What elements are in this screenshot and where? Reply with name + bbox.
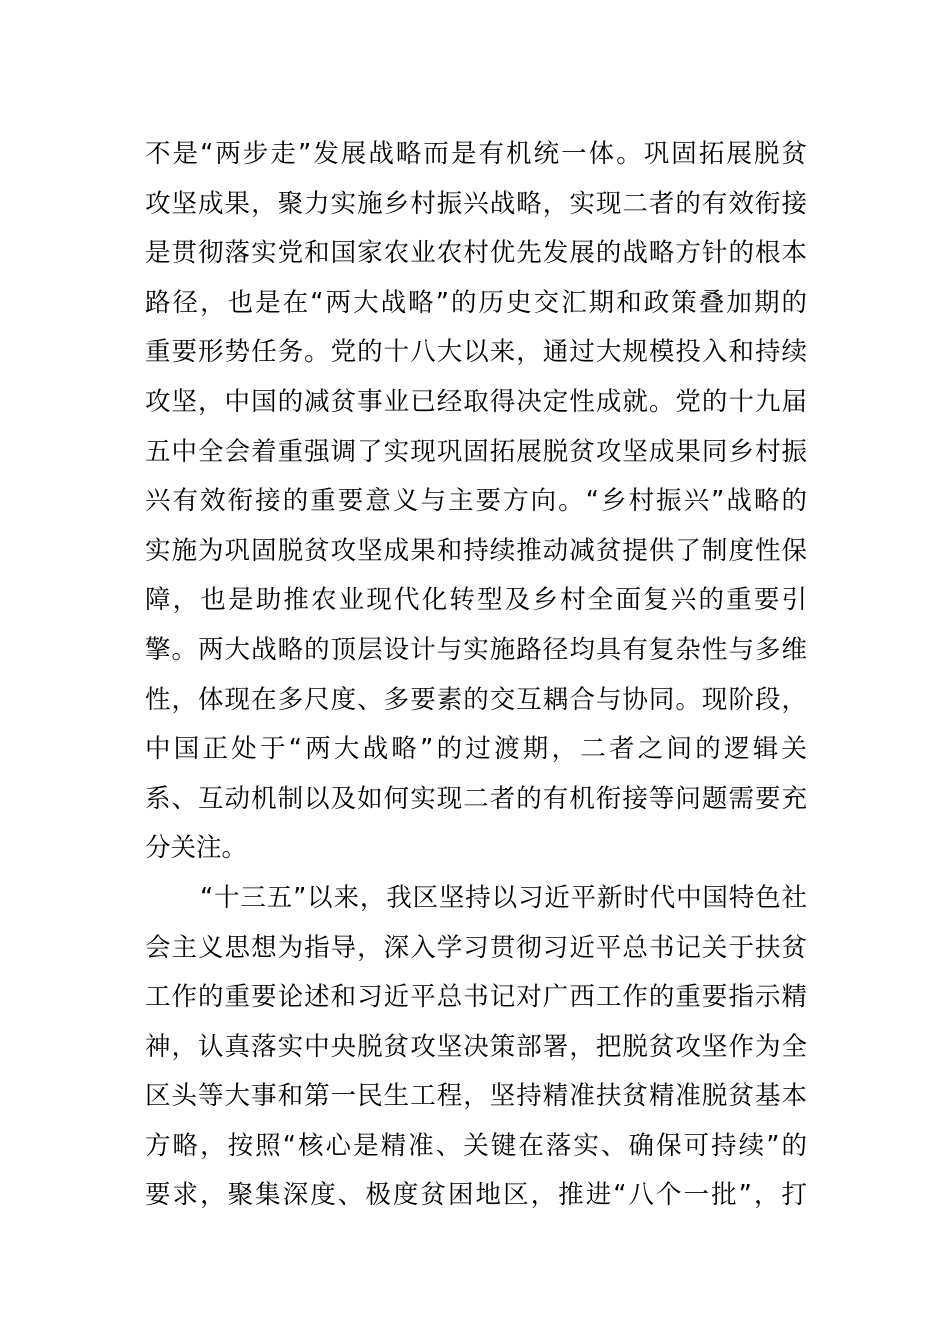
text-line: 不是“两步走”发展战略而是有机统一体。巩固拓展脱贫	[145, 139, 807, 169]
text-line: 兴有效衔接的重要意义与主要方向。“乡村振兴”战略的	[145, 486, 807, 517]
text-line: 系、互动机制以及如何实现二者的有机衔接等问题需要充	[145, 783, 807, 814]
text-line: 实施为巩固脱贫攻坚成果和持续推动减贫提供了制度性保	[145, 535, 807, 566]
document-page	[145, 130, 807, 1221]
text-line: 障，也是助推农业现代化转型及乡村全面复兴的重要引	[145, 585, 807, 616]
text-line: 要求，聚集深度、极度贫困地区，推进“八个一批”，打	[145, 1180, 807, 1211]
paragraph-2	[145, 874, 807, 1221]
text-line: 重要形势任务。党的十八大以来，通过大规模投入和持续	[145, 337, 807, 368]
text-line: “十三五”以来，我区坚持以习近平新时代中国特色社	[200, 882, 807, 913]
text-line: 分关注。	[145, 833, 248, 864]
text-line: 攻坚成果，聚力实施乡村振兴战略，实现二者的有效衔接	[145, 188, 807, 219]
paragraph-1	[145, 130, 807, 874]
text-line: 性，体现在多尺度、多要素的交互耦合与协同。现阶段，	[145, 684, 807, 715]
text-line: 是贯彻落实党和国家农业农村优先发展的战略方针的根本	[145, 238, 807, 269]
text-line: 擎。两大战略的顶层设计与实施路径均具有复杂性与多维	[145, 634, 807, 665]
text-line: 攻坚，中国的减贫事业已经取得决定性成就。党的十九届	[145, 386, 807, 417]
text-line: 神，认真落实中央脱贫攻坚决策部署，把脱贫攻坚作为全	[145, 1031, 807, 1062]
text-line: 会主义思想为指导，深入学习贯彻习近平总书记关于扶贫	[145, 932, 807, 963]
text-line: 中国正处于“两大战略”的过渡期，二者之间的逻辑关	[145, 734, 807, 765]
text-line: 工作的重要论述和习近平总书记对广西工作的重要指示精	[145, 982, 807, 1013]
text-line: 五中全会着重强调了实现巩固拓展脱贫攻坚成果同乡村振	[145, 436, 807, 467]
text-line: 区头等大事和第一民生工程，坚持精准扶贫精准脱贫基本	[145, 1081, 807, 1112]
text-line: 路径，也是在“两大战略”的历史交汇期和政策叠加期的	[145, 287, 807, 318]
text-line: 方略，按照“核心是精准、关键在落实、确保可持续”的	[145, 1130, 807, 1161]
